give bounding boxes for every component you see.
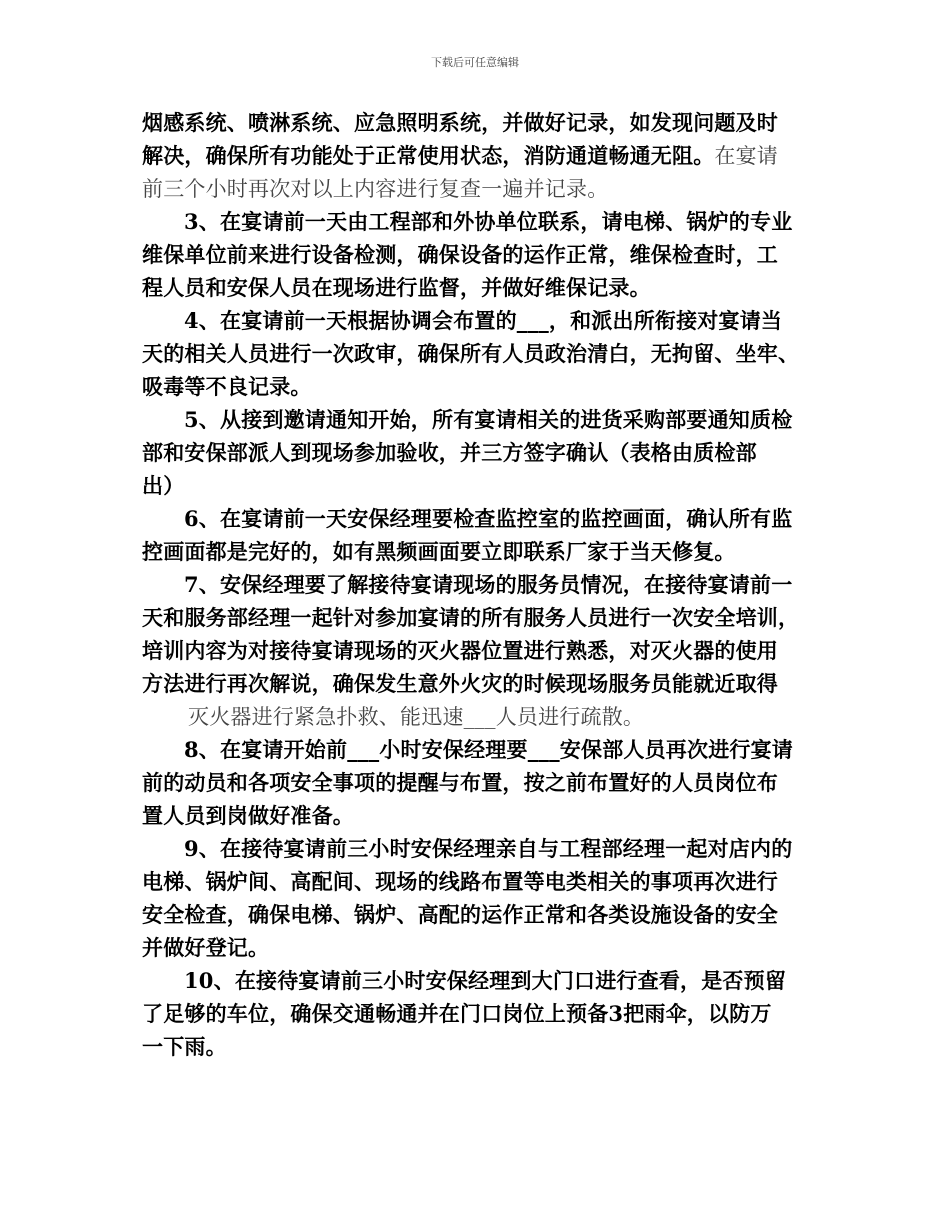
text-line-bold: 控画面都是完好的，如有黑频画面要立即联系厂家于当天修复。 [142,539,736,564]
text-line-light: 灭火器进行紧急扑救、能迅速___人员进行疏散。 [188,705,645,729]
text-line-bold: 方法进行再次解说，确保发生意外火灾的时候现场服务员能就近取得 [142,671,778,696]
text-line-bold: 培训内容为对接待宴请现场的灭火器位置进行熟悉，对灭火器的使用 [142,638,778,663]
text-line [142,667,822,700]
text-line-bold: 出） [142,473,185,498]
text-line-bold: 了足够的车位，确保交通畅通并在门口岗位上预备3把雨伞，以防万 [142,1001,772,1026]
text-line [142,931,822,964]
text-line [142,139,822,172]
text-line [142,799,822,832]
text-line-bold: 9、在接待宴请前三小时安保经理亲自与工程部经理一起对店内的 [184,836,793,861]
text-line [142,766,822,799]
text-line-bold: 6、在宴请前一天安保经理要检查监控室的监控画面，确认所有监 [184,506,793,531]
text-line-bold: 4、在宴请前一天根据协调会布置的___，和派出所衔接对宴请当 [184,308,783,333]
text-line-bold: 程人员和安保人员在现场进行监督，并做好维保记录。 [142,275,651,300]
text-line [142,271,822,304]
page-header: 下载后可任意编辑 [431,56,519,69]
text-line [142,997,822,1030]
text-line [142,964,822,997]
text-line-light: 前三个小时再次对以上内容进行复查一遍并记录。 [142,177,609,201]
text-line [142,832,822,865]
text-line [142,403,822,436]
text-line-bold: 安全检查，确保电梯、锅炉、高配的运作正常和各类设施设备的安全 [142,902,778,927]
text-line [142,634,822,667]
text-line-bold: 维保单位前来进行设备检测，确保设备的运作正常，维保检查时，工 [142,242,778,267]
text-line-bold: 5、从接到邀请通知开始，所有宴请相关的进货采购部要通知质检 [184,407,793,432]
text-line-bold: 一下雨。 [142,1034,227,1059]
text-line [142,898,822,931]
text-line-bold: 7、安保经理要了解接待宴请现场的服务员情况，在接待宴请前一 [184,572,793,597]
text-line-bold: 置人员到岗做好准备。 [142,803,354,828]
text-line-bold: 解决，确保所有功能处于正常使用状态，消防通道畅通无阻。 [142,143,715,168]
text-line-bold: 10、在接待宴请前三小时安保经理到大门口进行查看，是否预留 [184,968,787,993]
text-line [142,700,822,733]
text-line [142,502,822,535]
text-line [142,865,822,898]
text-line [142,238,822,271]
text-line [142,172,822,205]
text-line [142,535,822,568]
text-line [142,304,822,337]
text-line [142,733,822,766]
text-line [142,337,822,370]
text-line [142,106,822,139]
text-line [142,1030,822,1063]
text-line-bold: 烟感系统、喷淋系统、应急照明系统，并做好记录，如发现问题及时 [142,110,778,135]
text-line-bold: 天的相关人员进行一次政审，确保所有人员政治清白，无拘留、坐牢、 [142,341,800,366]
text-line-bold: 前的动员和各项安全事项的提醒与布置，按之前布置好的人员岗位布 [142,770,778,795]
text-line-bold: 并做好登记。 [142,935,270,960]
document-body [142,106,822,1063]
text-line [142,370,822,403]
text-line-bold: 电梯、锅炉间、高配间、现场的线路布置等电类相关的事项再次进行 [142,869,778,894]
text-line-bold: 3、在宴请前一天由工程部和外协单位联系，请电梯、锅炉的专业 [184,209,793,234]
text-line-bold: 吸毒等不良记录。 [142,374,312,399]
text-line-light: 在宴请 [714,144,779,168]
text-line [142,469,822,502]
text-line-bold: 部和安保部派人到现场参加验收，并三方签字确认（表格由质检部 [142,440,757,465]
text-line-bold: 8、在宴请开始前___小时安保经理要___安保部人员再次进行宴请 [184,737,794,762]
text-line [142,568,822,601]
text-line [142,601,822,634]
text-line [142,205,822,238]
text-line [142,436,822,469]
text-line-bold: 天和服务部经理一起针对参加宴请的所有服务人员进行一次安全培训， [142,605,800,630]
